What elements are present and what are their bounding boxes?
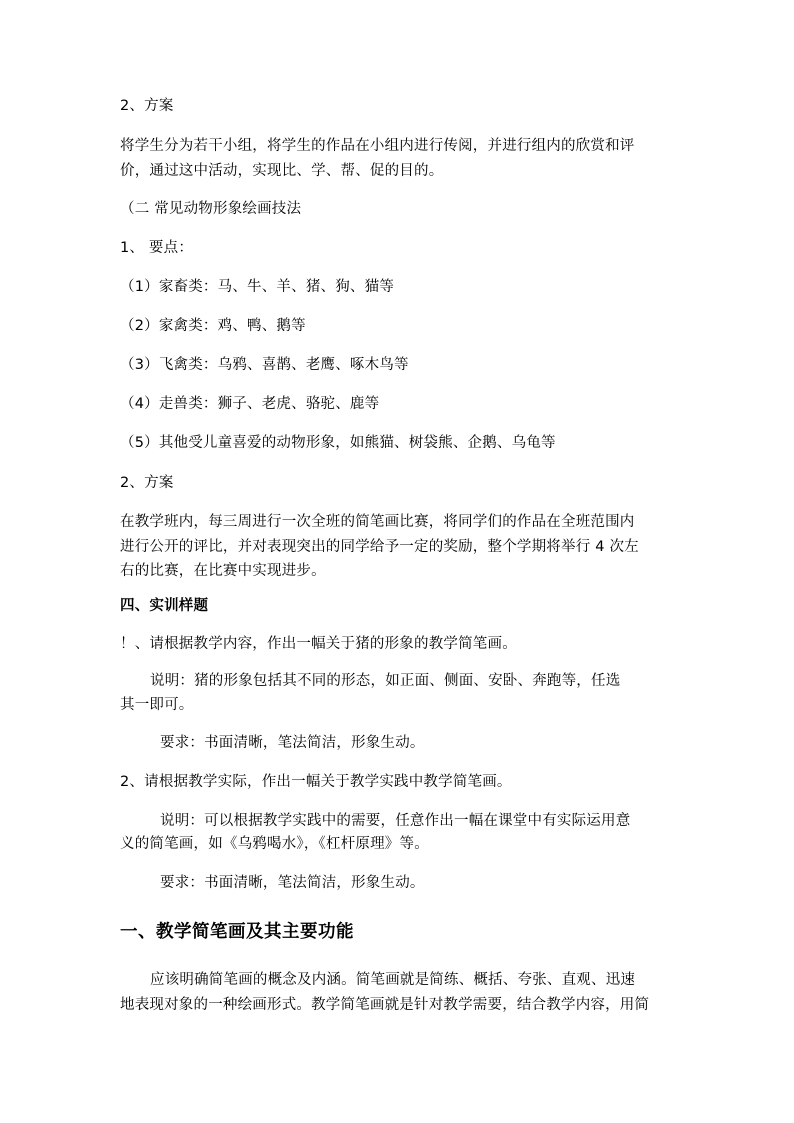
list-item: （1）家畜类：马、牛、羊、猪、狗、猫等 [120, 279, 395, 295]
subheading-key-points: 1、 要点： [120, 240, 194, 256]
paragraph-line: 地表现对象的一种绘画形式。教学简笔画就是针对教学需要，结合教学内容，用简 [120, 997, 650, 1013]
paragraph-line: 价，通过这中活动，实现比、学、帮、促的目的。 [120, 163, 444, 179]
section-heading-bold: 四、实训样题 [120, 598, 209, 614]
exercise-item: 2、请根据教学实际，作出一幅关于教学实践中教学简笔画。 [120, 774, 512, 790]
exercise-note: 其一即可。 [120, 697, 194, 713]
section-heading-plan: 2、方案 [120, 475, 174, 491]
exercise-note: 义的简笔画，如《乌鸦喝水》，《杠杆原理》等。 [120, 836, 429, 852]
exercise-note: 说明：可以根据教学实践中的需要，任意作出一幅在课堂中有实际运用意 [160, 813, 631, 829]
exercise-item: ！、请根据教学内容，作出一幅关于猪的形象的教学简笔画。 [120, 636, 517, 652]
paragraph-line: 应该明确简笔画的概念及内涵。简笔画就是简练、概括、夸张、直观、迅速 [150, 972, 636, 988]
list-item: （2）家禽类：鸡、鸭、鹅等 [120, 318, 306, 334]
paragraph-line: 进行公开的评比，并对表现突出的同学给予一定的奖励，整个学期将举行 4 次左 [120, 539, 639, 555]
section-heading-plan: 2、方案 [120, 98, 174, 114]
paragraph-line: 右的比赛，在比赛中实现进步。 [120, 563, 326, 579]
list-item: （3）飞禽类：乌鸦、喜鹊、老鹰、啄木鸟等 [120, 357, 409, 373]
exercise-requirement: 要求：书面清晰，笔法简洁，形象生动。 [160, 735, 425, 751]
list-item: （5）其他受儿童喜爱的动物形象，如熊猫、树袋熊、企鹅、乌龟等 [120, 435, 556, 451]
exercise-requirement: 要求：书面清晰，笔法简洁，形象生动。 [160, 875, 425, 891]
paragraph-line: 在教学班内，每三周进行一次全班的简笔画比赛，将同学们的作品在全班范围内 [120, 514, 635, 530]
section-heading: （二 常见动物形象绘画技法 [120, 201, 302, 217]
exercise-note: 说明：猪的形象包括其不同的形态，如正面、侧面、安卧、奔跑等，任选 [150, 673, 621, 689]
paragraph-line: 将学生分为若干小组，将学生的作品在小组内进行传阅，并进行组内的欣赏和评 [120, 138, 635, 154]
list-item: （4）走兽类：狮子、老虎、骆驼、鹿等 [120, 396, 380, 412]
chapter-heading: 一、教学简笔画及其主要功能 [120, 922, 354, 942]
